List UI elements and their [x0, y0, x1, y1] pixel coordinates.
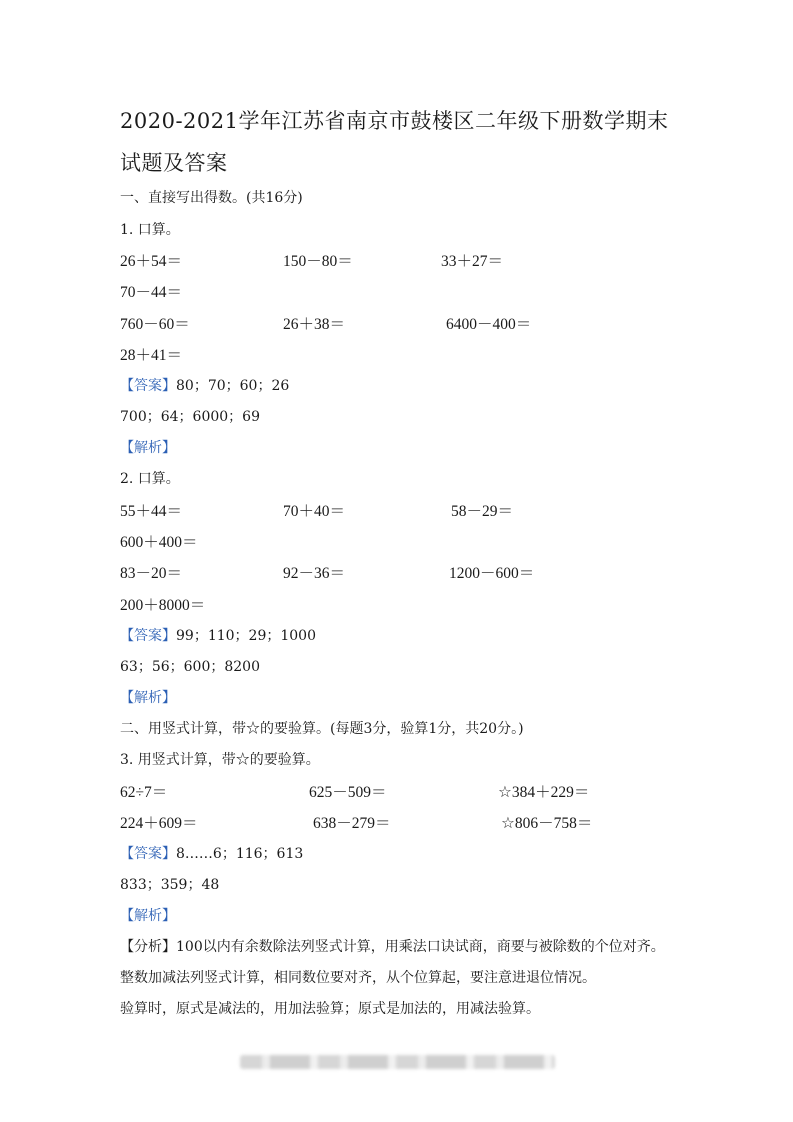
q1-expr-5: 760－60＝: [120, 316, 190, 333]
q3-expr-3: ☆384＋229＝: [498, 784, 590, 801]
q1-answer-2: 700；64；6000；69: [120, 409, 260, 425]
q3-analysis-tag: 【解析】: [120, 908, 176, 924]
q3-expr-2: 625－509＝: [309, 784, 387, 801]
q1-analysis-tag: 【解析】: [120, 440, 176, 456]
q1-expr-1: 26＋54＝: [120, 253, 183, 270]
answer-tag: 【答案】: [120, 378, 176, 394]
q3-answer-line-1: [120, 843, 303, 863]
q2-expr-2: 70＋40＝: [283, 503, 346, 520]
q2-analysis-tag: 【解析】: [120, 690, 176, 706]
q3-expr-6: ☆806－758＝: [501, 815, 593, 832]
q3-answer-1: 8……6；116；613: [176, 846, 304, 862]
q2-expr-6: 92－36＝: [283, 565, 346, 582]
q3-expr-5: 638－279＝: [313, 815, 391, 832]
section-2-heading: 二、用竖式计算，带☆的要验算。(每题3分，验算1分，共20分。): [120, 721, 524, 737]
q1-expr-7: 6400－400＝: [446, 316, 532, 333]
blurred-footer-watermark: [240, 1055, 555, 1069]
q2-answer-line-1: [120, 625, 316, 645]
q2-expr-3: 58－29＝: [451, 503, 514, 520]
q2-expr-1: 55＋44＝: [120, 503, 183, 520]
q3-analysis-3: 验算时，原式是减法的，用加法验算；原式是加法的，用减法验算。: [120, 1001, 540, 1017]
q1-answer-line-1: [120, 375, 289, 395]
q2-label: 2. 口算。: [120, 471, 180, 487]
q2-answer-2: 63；56；600；8200: [120, 659, 260, 675]
document-title: 2020-2021学年江苏省南京市鼓楼区二年级下册数学期末试题及答案: [120, 109, 669, 175]
answer-tag: 【答案】: [120, 628, 176, 644]
q3-answer-2: 833；359；48: [120, 877, 220, 893]
q1-expr-8: 28＋41＝: [120, 347, 183, 364]
q2-expr-5: 83－20＝: [120, 565, 183, 582]
q2-expr-8: 200＋8000＝: [120, 597, 206, 614]
answer-tag: 【答案】: [120, 846, 176, 862]
q3-analysis-2: 整数加减法列竖式计算，相同数位要对齐，从个位算起，要注意进退位情况。: [120, 970, 596, 986]
q1-expr-6: 26＋38＝: [283, 316, 346, 333]
q3-expr-1: 62÷7＝: [120, 784, 168, 801]
q1-expr-3: 33＋27＝: [441, 253, 504, 270]
q1-expr-2: 150－80＝: [283, 253, 353, 270]
q2-expr-4: 600＋400＝: [120, 534, 198, 551]
q1-label: 1. 口算。: [120, 222, 180, 238]
q3-analysis-1: 【分析】100以内有余数除法列竖式计算，用乘法口诀试商，商要与被除数的个位对齐。: [120, 939, 665, 955]
section-1-heading: 一、直接写出得数。(共16分): [120, 190, 303, 206]
q2-answer-1: 99；110；29；1000: [176, 628, 316, 644]
q2-expr-7: 1200－600＝: [449, 565, 535, 582]
q3-label: 3. 用竖式计算，带☆的要验算。: [120, 752, 320, 768]
q1-expr-4: 70－44＝: [120, 284, 183, 301]
q1-answer-1: 80；70；60；26: [176, 378, 290, 394]
q3-expr-4: 224＋609＝: [120, 815, 198, 832]
